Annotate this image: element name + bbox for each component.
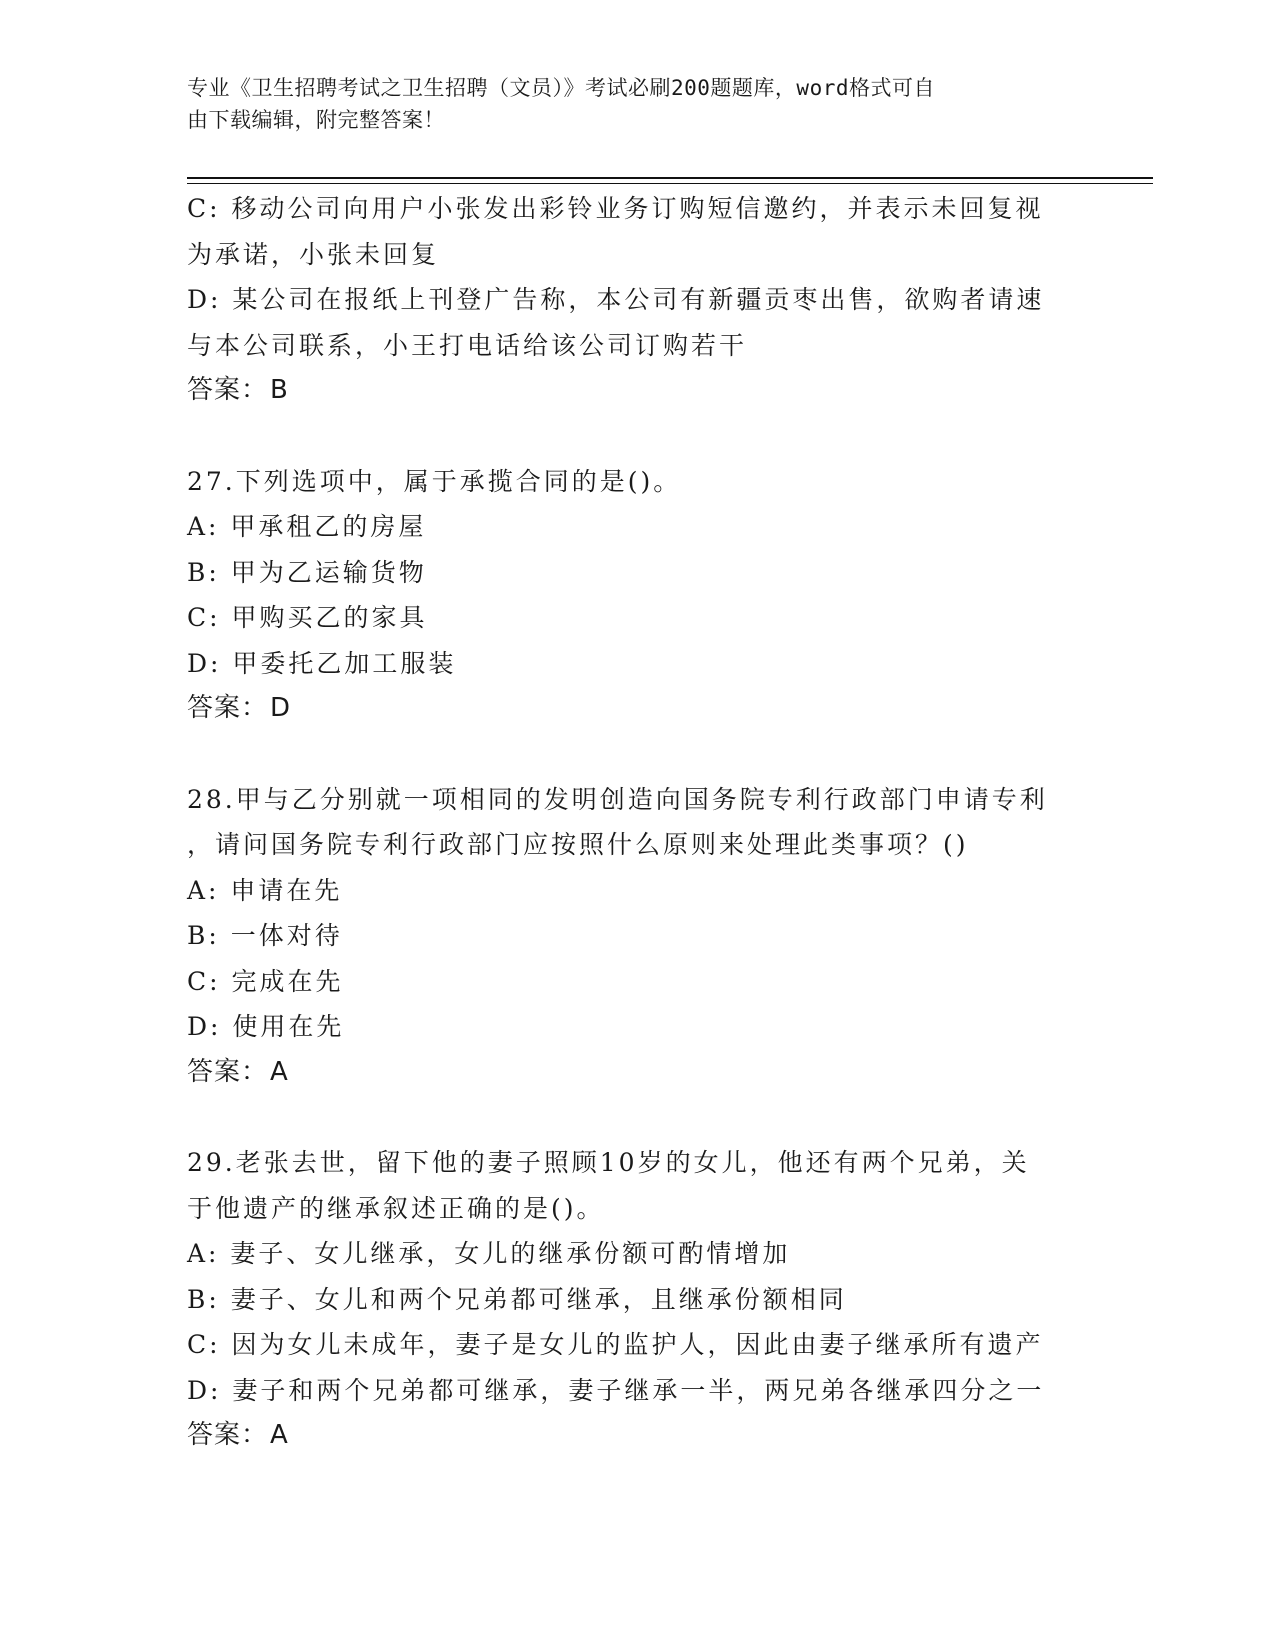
question-text: 27.下列选项中，属于承揽合同的是()。 bbox=[187, 466, 682, 496]
answer-label: 答案： bbox=[187, 1420, 269, 1450]
option-b: B: 妻子、女儿和两个兄弟都可继承，且继承份额相同 bbox=[187, 1284, 847, 1314]
answer-value: A bbox=[270, 1420, 289, 1450]
option-b: B: 一体对待 bbox=[187, 921, 343, 950]
answer-line bbox=[187, 1050, 1077, 1096]
option-d: D: 某公司在报纸上刊登广告称，本公司有新疆贡枣出售，欲购者请速 bbox=[187, 285, 1045, 314]
question-text: 29.老张去世，留下他的妻子照顾10岁的女儿，他还有两个兄弟，关 bbox=[187, 1148, 1030, 1177]
option-a: A: 申请在先 bbox=[187, 875, 343, 905]
answer-value: A bbox=[270, 1056, 289, 1087]
option-d: D: 使用在先 bbox=[187, 1012, 345, 1041]
option-d: D: 妻子和两个兄弟都可继承，妻子继承一半，两兄弟各继承四分之一 bbox=[187, 1375, 1045, 1405]
question-text-continued: ，请问国务院专利行政部门应按照什么原则来处理此类事项？() bbox=[187, 830, 969, 859]
answer-line bbox=[187, 686, 1077, 732]
question-block-27 bbox=[187, 459, 1077, 732]
question-text-continued: 于他遗产的继承叙述正确的是()。 bbox=[187, 1193, 605, 1223]
question-block-28 bbox=[187, 777, 1077, 1096]
option-b: B: 甲为乙运输货物 bbox=[187, 557, 427, 587]
option-c: C: 完成在先 bbox=[187, 966, 344, 996]
document-header bbox=[187, 72, 1067, 136]
question-list bbox=[187, 186, 1077, 1504]
option-d-continued: 与本公司联系，小王打电话给该公司订购若干 bbox=[187, 330, 748, 360]
question-text: 28.甲与乙分别就一项相同的发明创造向国务院专利行政部门申请专利 bbox=[187, 784, 1048, 814]
question-block-partial bbox=[187, 186, 1077, 414]
option-c: C: 甲购买乙的家具 bbox=[187, 603, 428, 632]
header-divider-thick bbox=[187, 177, 1153, 179]
answer-label: 答案： bbox=[187, 1056, 269, 1087]
header-line-2: 由下载编辑，附完整答案！ bbox=[187, 108, 445, 132]
option-c: C: 移动公司向用户小张发出彩铃业务订购短信邀约，并表示未回复视 bbox=[187, 194, 1044, 223]
header-divider-thin bbox=[187, 183, 1153, 184]
option-d: D: 甲委托乙加工服装 bbox=[187, 648, 457, 678]
option-a: A: 甲承租乙的房屋 bbox=[187, 512, 427, 541]
answer-value: B bbox=[270, 375, 289, 405]
header-line-1: 专业《卫生招聘考试之卫生招聘（文员）》考试必刷200题题库，word格式可自 bbox=[187, 76, 935, 100]
answer-label: 答案： bbox=[187, 693, 269, 723]
question-block-29 bbox=[187, 1140, 1077, 1459]
option-c-continued: 为承诺，小张未回复 bbox=[187, 239, 440, 269]
option-c: C: 因为女儿未成年，妻子是女儿的监护人，因此由妻子继承所有遗产 bbox=[187, 1330, 1044, 1359]
answer-line bbox=[187, 368, 1077, 414]
option-a: A: 妻子、女儿继承，女儿的继承份额可酌情增加 bbox=[187, 1239, 791, 1268]
answer-line bbox=[187, 1413, 1077, 1459]
answer-value: D bbox=[270, 693, 292, 723]
answer-label: 答案： bbox=[187, 375, 269, 405]
